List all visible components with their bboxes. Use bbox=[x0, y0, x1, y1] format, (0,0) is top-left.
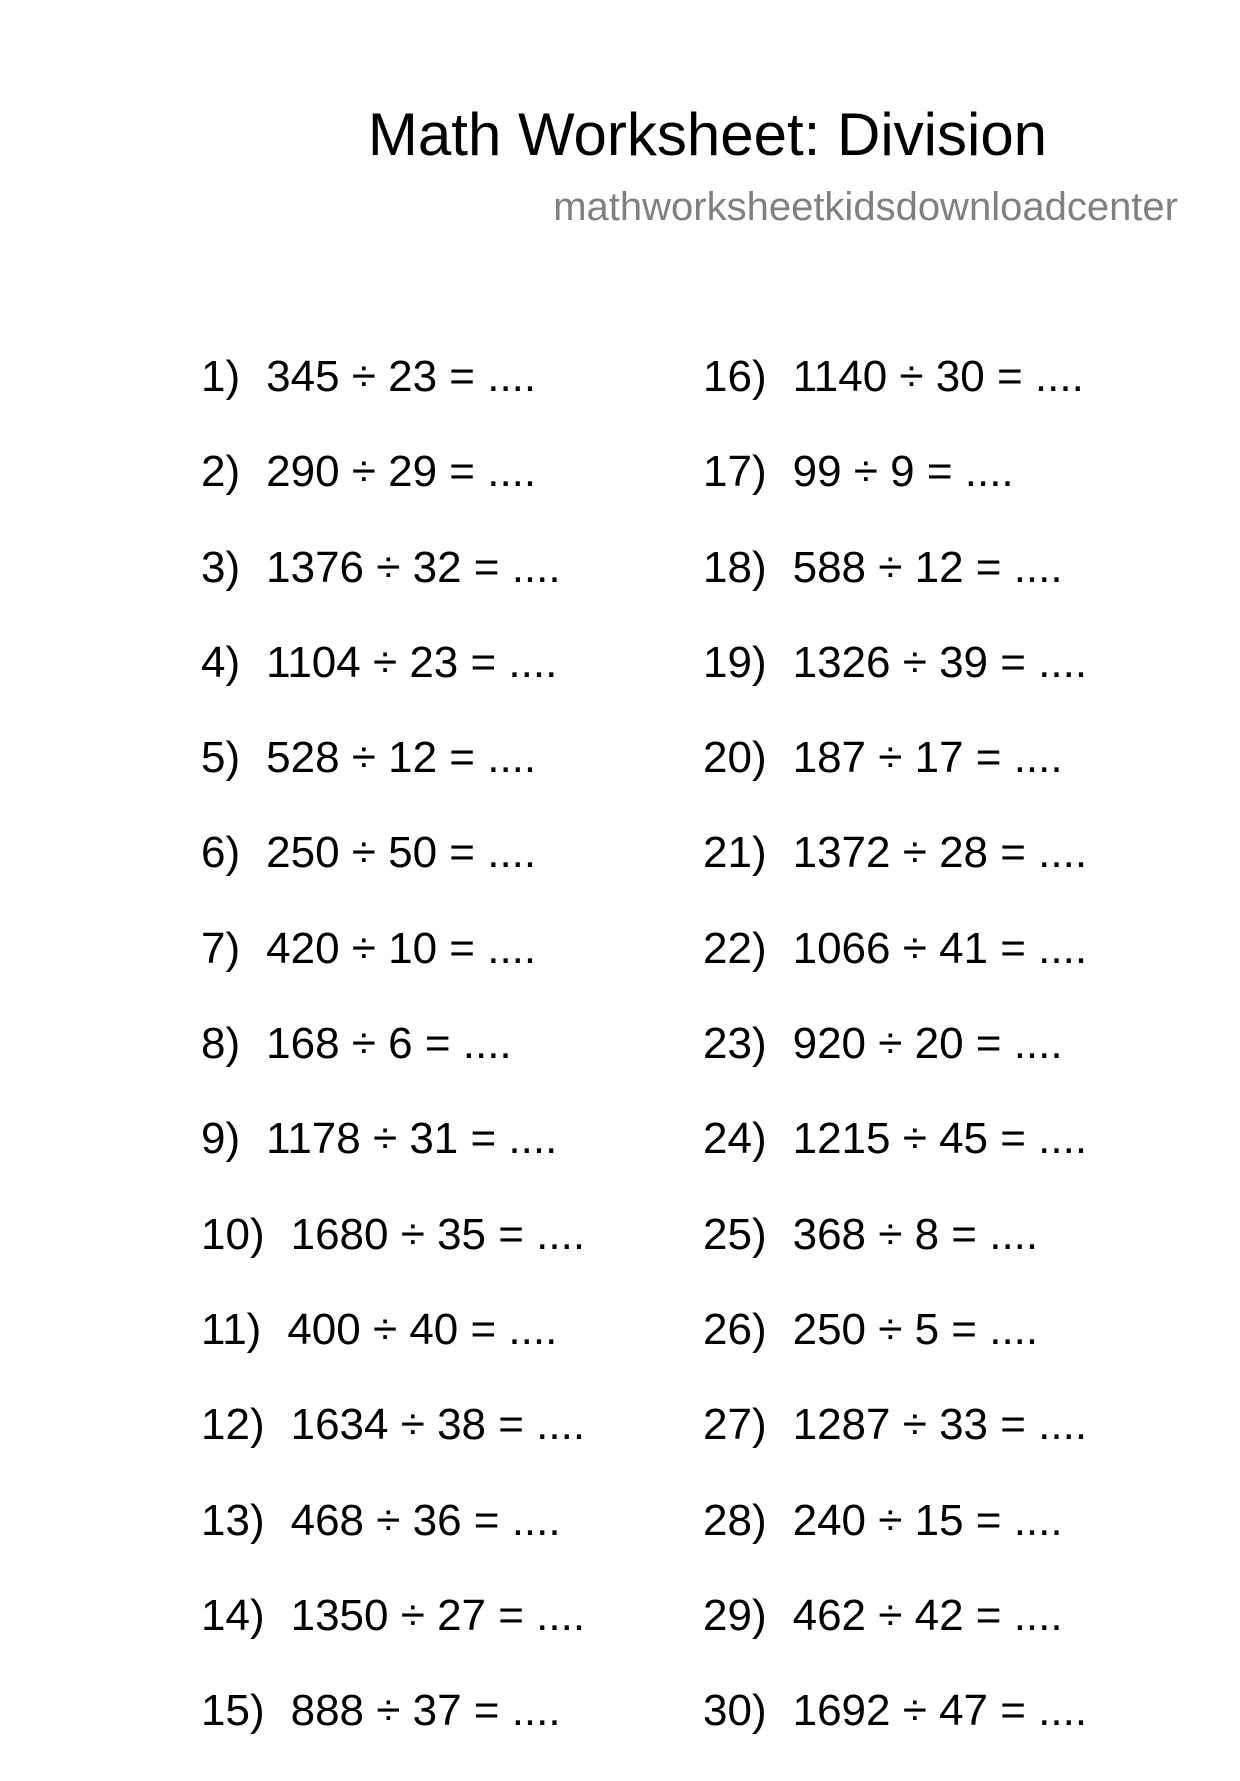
problem-expression: 888 ÷ 37 = .... bbox=[290, 1686, 561, 1736]
problem-item bbox=[703, 638, 1087, 733]
problem-number: 27) bbox=[703, 1400, 767, 1450]
problem-expression: 1680 ÷ 35 = .... bbox=[290, 1209, 586, 1259]
problem-expression: 1066 ÷ 41 = .... bbox=[792, 923, 1088, 973]
problem-number: 8) bbox=[201, 1019, 241, 1069]
problem-expression: 1104 ÷ 23 = .... bbox=[266, 637, 558, 687]
problem-expression: 920 ÷ 20 = .... bbox=[792, 1019, 1063, 1069]
problem-item bbox=[703, 828, 1087, 923]
problem-number: 5) bbox=[201, 733, 241, 783]
problem-number: 19) bbox=[703, 637, 767, 687]
problem-number: 3) bbox=[201, 542, 241, 592]
problem-number: 29) bbox=[703, 1590, 767, 1640]
problem-number: 2) bbox=[201, 447, 241, 497]
problem-item bbox=[201, 1305, 585, 1400]
problem-expression: 420 ÷ 10 = .... bbox=[266, 923, 537, 973]
problem-item bbox=[201, 447, 585, 542]
problem-number: 18) bbox=[703, 542, 767, 592]
problem-number: 22) bbox=[703, 923, 767, 973]
problem-item bbox=[703, 1019, 1087, 1114]
problem-item bbox=[201, 1019, 585, 1114]
problem-number: 14) bbox=[201, 1590, 265, 1640]
problem-expression: 250 ÷ 50 = .... bbox=[266, 828, 537, 878]
problem-number: 30) bbox=[703, 1686, 767, 1736]
problem-number: 24) bbox=[703, 1114, 767, 1164]
problem-number: 23) bbox=[703, 1019, 767, 1069]
problem-number: 12) bbox=[201, 1400, 265, 1450]
problem-number: 20) bbox=[703, 733, 767, 783]
problem-number: 25) bbox=[703, 1209, 767, 1259]
problem-item bbox=[201, 1496, 585, 1591]
problem-expression: 1178 ÷ 31 = .... bbox=[266, 1114, 558, 1164]
problem-item bbox=[703, 1305, 1087, 1400]
problem-expression: 250 ÷ 5 = .... bbox=[792, 1304, 1039, 1354]
problem-expression: 1287 ÷ 33 = .... bbox=[792, 1400, 1088, 1450]
problem-expression: 1215 ÷ 45 = .... bbox=[792, 1114, 1088, 1164]
problem-item bbox=[201, 1400, 585, 1495]
problem-item bbox=[201, 543, 585, 638]
problem-item bbox=[703, 543, 1087, 638]
problem-expression: 240 ÷ 15 = .... bbox=[792, 1495, 1063, 1545]
problem-expression: 187 ÷ 17 = .... bbox=[792, 733, 1063, 783]
problem-number: 26) bbox=[703, 1304, 767, 1354]
problem-expression: 99 ÷ 9 = .... bbox=[792, 447, 1014, 497]
problem-number: 28) bbox=[703, 1495, 767, 1545]
problem-number: 6) bbox=[201, 828, 241, 878]
problem-number: 9) bbox=[201, 1114, 241, 1164]
problem-number: 10) bbox=[201, 1209, 265, 1259]
problem-number: 7) bbox=[201, 923, 241, 973]
problem-item bbox=[703, 924, 1087, 1019]
problem-expression: 290 ÷ 29 = .... bbox=[266, 447, 537, 497]
worksheet-source: mathworksheetkidsdownloadcenter bbox=[553, 185, 1178, 229]
problem-item bbox=[703, 1114, 1087, 1209]
problem-expression: 1372 ÷ 28 = .... bbox=[792, 828, 1088, 878]
problem-item bbox=[703, 733, 1087, 828]
problem-number: 4) bbox=[201, 637, 241, 687]
problem-list-left bbox=[201, 352, 585, 1781]
problem-expression: 168 ÷ 6 = .... bbox=[266, 1019, 512, 1069]
problem-item bbox=[703, 1210, 1087, 1305]
problem-expression: 468 ÷ 36 = .... bbox=[290, 1495, 561, 1545]
problem-expression: 1692 ÷ 47 = .... bbox=[792, 1686, 1088, 1736]
problem-expression: 1634 ÷ 38 = .... bbox=[290, 1400, 586, 1450]
problem-number: 1) bbox=[201, 352, 241, 401]
problem-item bbox=[201, 638, 585, 733]
problem-expression: 368 ÷ 8 = .... bbox=[792, 1209, 1039, 1259]
problem-number: 11) bbox=[201, 1304, 262, 1354]
problem-item bbox=[703, 1400, 1087, 1495]
problem-expression: 400 ÷ 40 = .... bbox=[287, 1304, 558, 1354]
problem-item bbox=[201, 1686, 585, 1781]
problem-expression: 1326 ÷ 39 = .... bbox=[792, 637, 1088, 687]
problem-expression: 1376 ÷ 32 = .... bbox=[266, 542, 561, 592]
problem-list-right bbox=[703, 352, 1087, 1781]
problem-expression: 1140 ÷ 30 = .... bbox=[792, 352, 1084, 401]
problem-number: 15) bbox=[201, 1686, 265, 1736]
problem-item bbox=[201, 1210, 585, 1305]
problem-expression: 528 ÷ 12 = .... bbox=[266, 733, 537, 783]
problem-number: 17) bbox=[703, 447, 767, 497]
problem-item bbox=[201, 1591, 585, 1686]
problem-expression: 1350 ÷ 27 = .... bbox=[290, 1590, 586, 1640]
problem-expression: 462 ÷ 42 = .... bbox=[792, 1590, 1063, 1640]
problem-number: 16) bbox=[703, 352, 767, 401]
problem-item bbox=[201, 924, 585, 1019]
problem-item bbox=[201, 828, 585, 923]
problem-item bbox=[201, 733, 585, 828]
problem-expression: 345 ÷ 23 = .... bbox=[266, 352, 537, 401]
problem-number: 21) bbox=[703, 828, 767, 878]
problem-item bbox=[703, 1686, 1087, 1781]
problem-item bbox=[201, 1114, 585, 1209]
problem-item bbox=[201, 352, 585, 447]
problem-item bbox=[703, 1496, 1087, 1591]
problem-number: 13) bbox=[201, 1495, 265, 1545]
worksheet-title: Math Worksheet: Division bbox=[367, 101, 1048, 168]
problem-item bbox=[703, 447, 1087, 542]
problem-item bbox=[703, 352, 1087, 447]
problem-item bbox=[703, 1591, 1087, 1686]
problem-expression: 588 ÷ 12 = .... bbox=[792, 542, 1063, 592]
